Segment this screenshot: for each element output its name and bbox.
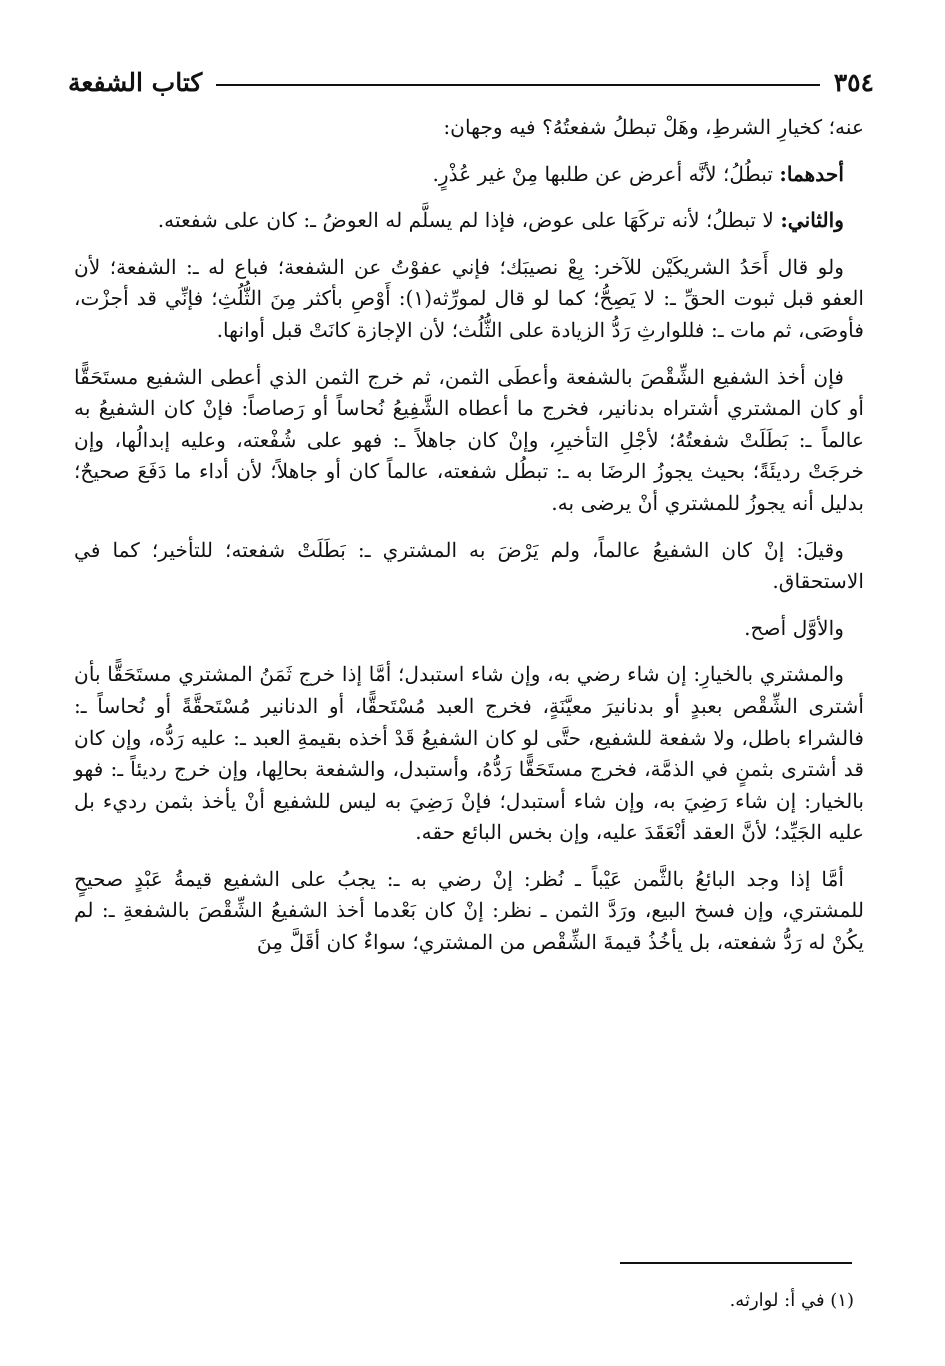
paragraph: والثاني: لا تبطلُ؛ لأنه تركَهَا على عوض، فإذا لم يسلَّم له العوضُ ـ: كان على شفعته. xyxy=(157,208,844,233)
paragraph: والأوَّل أصح. xyxy=(744,615,844,640)
paragraph-lead: أحدهما: xyxy=(779,161,844,186)
paragraph: أمَّا إذا وجد البائعُ بالثَّمن عَيْباً ـ نُظر: إنْ رضي به ـ: يجبُ على الشفيع قيمةُ عَبْدٍ صحيحٍ للمشتري، وإن فسخ البيع، ورَدَّ الثمن ـ نظر: إنْ كان بَعْدما أخذ الشفيعُ الشِّقْصَ بالشفعةِ ـ: لم يكُنْ له رَدُّ شفعته، بل يأخُذُ قيمةَ الشِّقْص من المشتري؛ سواءٌ كان أقَلَّ مِنَ xyxy=(74,866,864,955)
footnote-separator xyxy=(620,1262,852,1264)
paragraph: عنه؛ كخيارِ الشرطِ، وهَلْ تبطلُ شفعتُهُ؟ فيه وجهان: xyxy=(443,115,864,139)
paragraph: فإن أخذ الشفيع الشِّقْصَ بالشفعة وأعطَى الثمن، ثم خرج الثمن الذي أعطى الشفيع مستَحَقًّا أو كان المشتري أشتراه بدنانير، فخرج ما أعطاه الشَّفِيعُ نُحاساً أو رَصاصاً: فإنْ كان الشفيعُ به عالماً ـ: بَطَلَتْ شفعتُهُ؛ لأجْلِ التأخيرِ، وإنْ كان جاهلاً ـ: فهو على شُفْعته، وعليه إبدالُها، وإن خرجَتْ رديئَةً؛ بحيث يجوزُ الرضَا به ـ: تبطُل شفعته، عالماً كان أو جاهلاً؛ لأن أداء ما دَفَعَ صحيحٌ؛ بدليل أنه يجوزُ للمشتري أنْ يرضى به. xyxy=(74,364,864,515)
paragraph: أحدهما: تبطُلُ؛ لأنَّه أعرض عن طلبها مِنْ غير عُذْرٍ. xyxy=(432,161,844,186)
main-text xyxy=(74,112,864,974)
paragraph: وقيلَ: إنْ كان الشفيعُ عالماً، ولم يَرْضَ به المشتري ـ: بَطَلَتْ شفعته؛ للتأخير؛ كما في الاستحقاق. xyxy=(74,537,864,594)
book-title: كتاب الشفعة xyxy=(68,67,203,97)
running-header xyxy=(68,62,874,102)
header-rule xyxy=(216,84,819,86)
footnote: (١) في أ: لوارثه. xyxy=(729,1290,854,1311)
paragraph: ولو قال أَحَدُ الشريكَيْن للآخر: بِعْ نصيبَك؛ فإني عفوْتُ عن الشفعة؛ فباع له ـ: الشفعة؛ لأن العفو قبل ثبوت الحقِّ ـ: لا يَصِحُّ؛ كما لو قال لمورِّثه(١): أَوْصِ بأكثر مِنَ الثُّلُثِ؛ فإنِّي قد أجزْت، فأوصَى، ثم مات ـ: فللوارثِ رَدُّ الزيادة على الثُّلُث؛ لأن الإجازة كانَتْ قبل أوانها. xyxy=(74,254,864,342)
paragraph: والمشتري بالخيارِ: إن شاء رضي به، وإن شاء استبدل؛ أمَّا إذا خرج ثَمَنُ المشتري مستَحَقًّا بأن أشترى الشِّقْص بعبدٍ أو بدنانيرَ معيَّنَةٍ، فخرج العبد مُسْتَحقًّا، أو الدنانير مُسْتَحقَّةً أو نُحاساً ـ: فالشراء باطل، ولا شفعة للشفيع، حتَّى لو كان الشفيعُ قَدْ أخذه بقيمةِ العبد ـ: عليه رَدُّه، وإن كان قد أشترى بثمنٍ في الذمَّة، فخرج مستَحَقًّا رَدُّهُ، وأستبدل، والشفعة بحالِها، وإن خرج رديئاً ـ: فهو بالخيار: إن شاء رَضِيَ به، وإن شاء أستبدل؛ فإنْ رَضِيَ به ليس للشفيع أنْ يأخذ بثمن رديء بل عليه الجَيِّد؛ لأنَّ العقد أنْعَقَدَ عليه، وإن بخس البائع حقه. xyxy=(74,662,864,845)
page-number: ٣٥٤ xyxy=(833,67,874,97)
paragraph-lead: والثاني: xyxy=(780,208,844,233)
